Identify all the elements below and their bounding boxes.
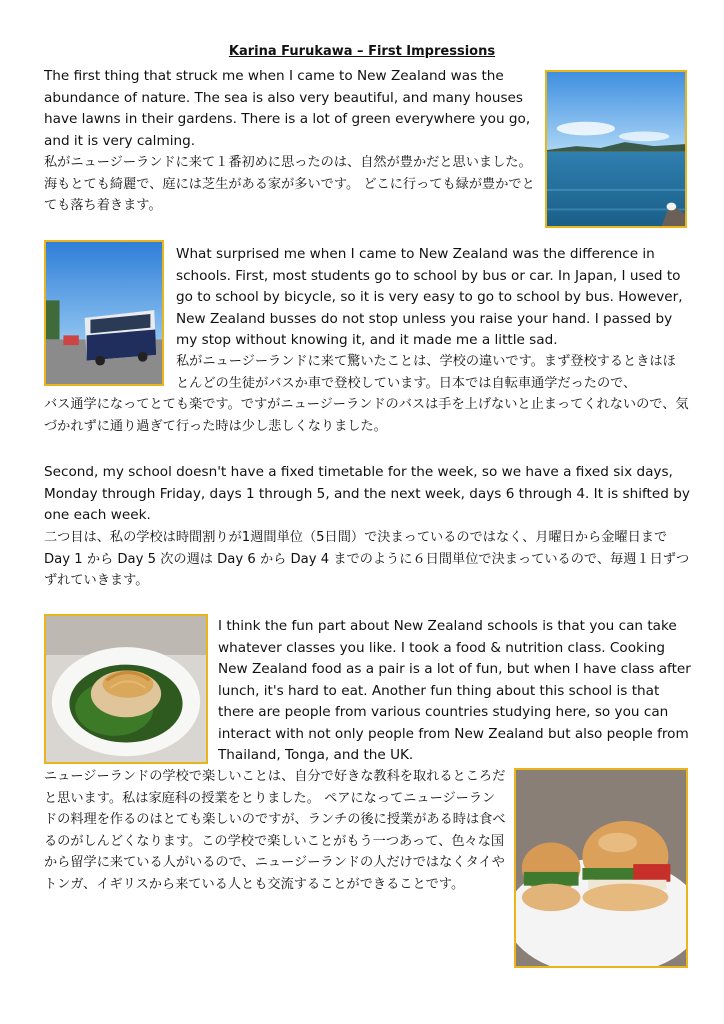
section3-japanese-text: 二つ目は、私の学校は時間割りが1週間単位（5日間）で決まっているのではなく、月曜日から金曜日まで Day 1 から Day 5 次の週は Day 6 から Day 4 までのように６日間単位で決まっているので、毎週１日ずつずれていきます。 (44, 530, 690, 588)
section2-japanese-text-a: 私がニュージーランドに来て驚いたことは、学校の違いです。まず登校するときはほとんどの生徒がバスか車で登校しています。日本では自転車通学だったので、 (176, 354, 676, 391)
page-title: Karina Furukawa – First Impressions (228, 44, 496, 59)
section2-japanese-text-b: バス通学になってとても楽です。ですがニュージーランドのバスは手を上げないと止まってくれないので、気づかれずに通り過ぎて行った時は少し悲しくなりました。 (44, 397, 689, 434)
section3-english-text: Second, my school doesn't have a fixed timetable for the week, so we have a fixed six days, Monday through Friday, days 1 through 5, and the next week, days 6 through 4. It is shifted by one each week. (44, 464, 690, 523)
salad-photo (44, 614, 208, 764)
section2-english-text: What surprised me when I came to New Zealand was the difference in schools. First, most students go to school by bus or car. In Japan, I used to go to school by bicycle, so it is very easy to go to school by bus. However, New Zealand busses do not stop unless you raise your hand. I passed by my stop without knowing it, and it made me a little sad. (176, 246, 683, 348)
bus-photo (44, 240, 164, 386)
sea-photo (545, 70, 687, 228)
section1-english-text: The first thing that struck me when I came to New Zealand was the abundance of nature. The sea is also very beautiful, and many houses have lawns in their gardens. There is a lot of green everywhere you go, and it is very calming. (44, 68, 531, 149)
section4-english-text: I think the fun part about New Zealand schools is that you can take whatever classes you like. I took a food & nutrition class. Cooking New Zealand food as a pair is a lot of fun, but when I have class after lunch, it's hard to eat. Another fun thing about this school is that there are people from various countries studying here, so you can interact with not only people from New Zealand but also people from Thailand, Tonga, and the UK. (218, 618, 691, 763)
burger-photo (514, 768, 688, 968)
section1-japanese-text: 私がニュージーランドに来て１番初めに思ったのは、自然が豊かだと思いました。海もとても綺麗で、庭には芝生がある家が多いです。 どこに行っても緑が豊かでとても落ち着きます。 (44, 155, 535, 213)
section4-japanese-text: ニュージーランドの学校で楽しいことは、自分で好きな教科を取れるところだと思います。私は家庭科の授業をとりました。 ペアになってニュージーランドの料理を作るのはとても楽しいのですが、ランチの後に授業がある時は食べるのがしんどくなります。この学校で楽しいことがもう一つあって、色々な国から留学に来ている人がいるので、ニュージーランドの人だけではなくタイやトンガ、イギリスから来ている人とも交流することができることです。 (44, 769, 506, 892)
